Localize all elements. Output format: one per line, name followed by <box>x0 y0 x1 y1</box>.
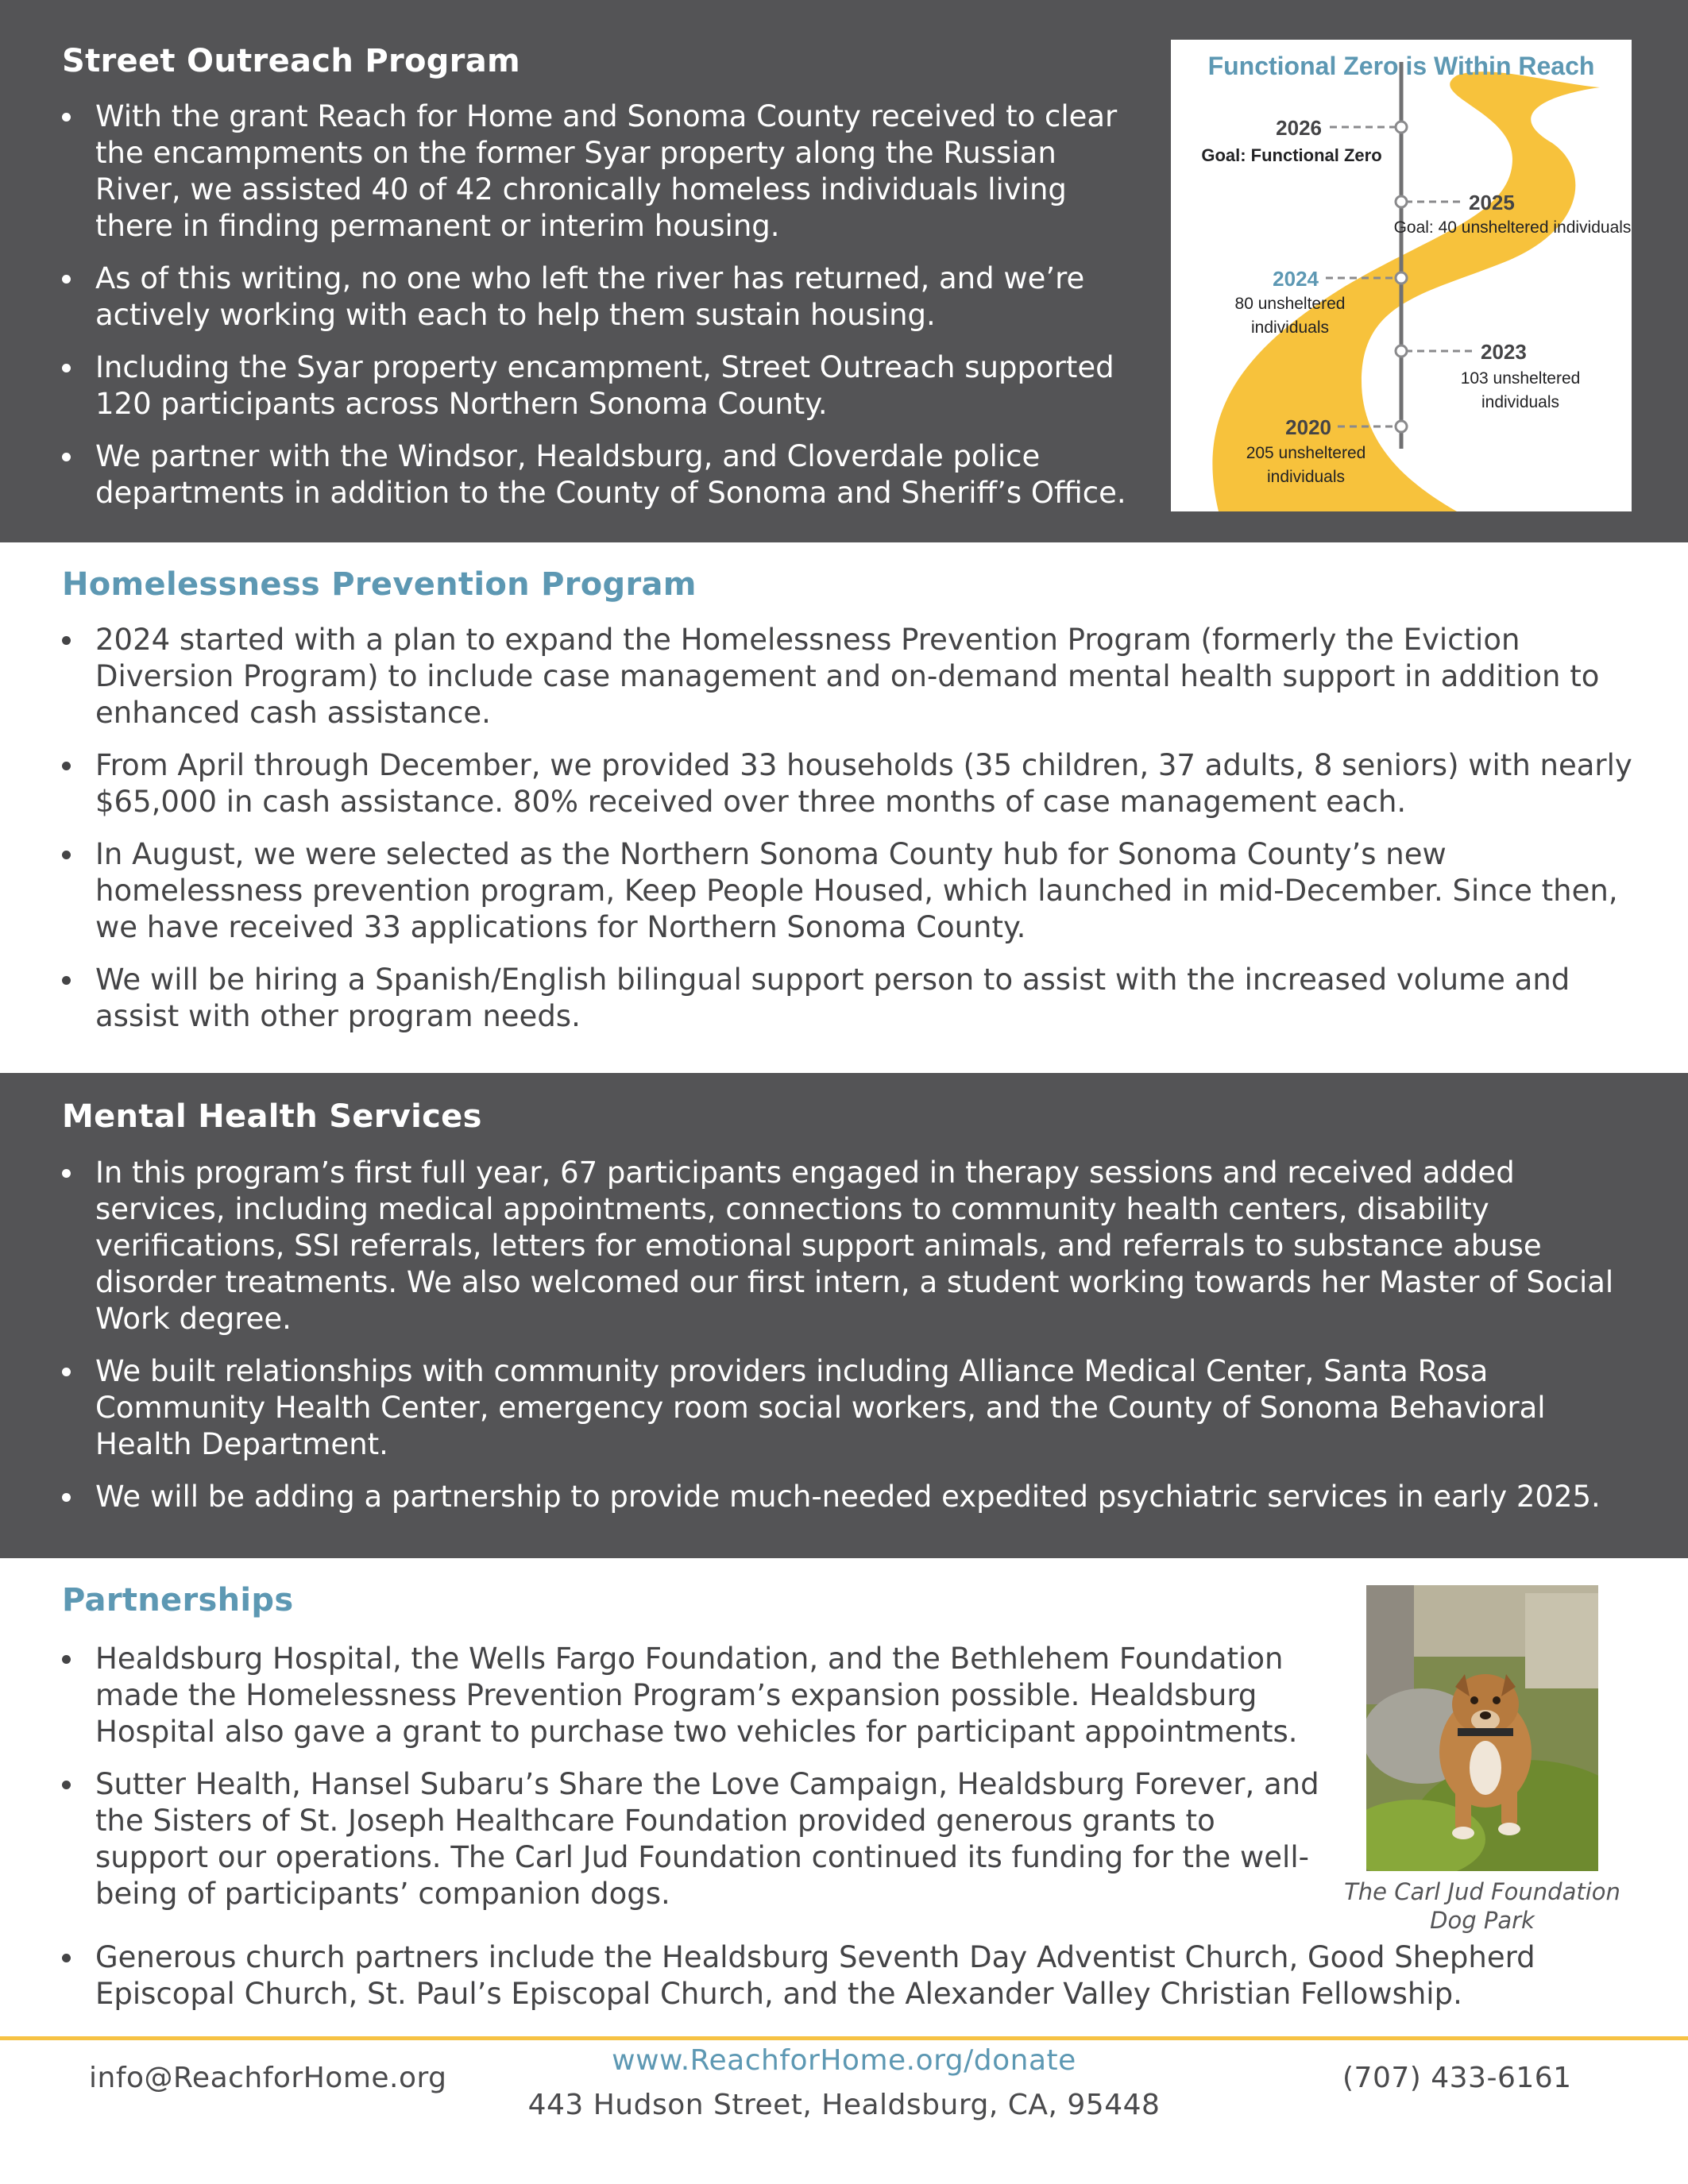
milestone-2025-label-box <box>1393 216 1632 272</box>
roadmap-svg <box>1171 40 1632 511</box>
mental-health-title: Mental Health Services <box>62 1098 482 1135</box>
partnerships-title: Partnerships <box>62 1582 294 1619</box>
milestone-2023-dot <box>1396 345 1407 357</box>
list-item: Healdsburg Hospital, the Wells Fargo Foundation, and the Bethlehem Foundation made the Homelessness Prevention Program’s expansion possible. Healdsburg Hospital also gave a grant to purchase two vehicles for participant appointments. <box>62 1641 1333 1750</box>
footer-donate-link[interactable]: www.ReachforHome.org/donate <box>612 2044 1076 2077</box>
list-item: 2024 started with a plan to expand the Homelessness Prevention Program (formerly the Eviction Diversion Program) to include case management and on-demand mental health support in addition to enhanced cash assistance. <box>62 622 1643 731</box>
milestone-2024-label: 80 unsheltered individuals <box>1234 295 1346 337</box>
milestone-2024-year: 2024 <box>1273 267 1319 291</box>
footer-email-link[interactable]: info@ReachforHome.org <box>89 2062 447 2094</box>
list-item: We built relationships with community providers including Alliance Medical Center, Santa Rosa Community Health Center, emergency room social workers, and the County of Sonoma Behavioral Health Department. <box>62 1353 1643 1463</box>
functional-zero-graphic <box>1171 40 1632 511</box>
milestone-2025-year: 2025 <box>1469 191 1515 214</box>
milestone-2024-dot <box>1396 272 1407 284</box>
milestone-2020-year: 2020 <box>1285 415 1331 439</box>
list-item: With the grant Reach for Home and Sonoma County received to clear the encampments on the former Syar property along the Russian River, we assisted 40 of 42 chronically homeless individuals living there in finding permanent or interim housing. <box>62 98 1134 245</box>
list-item: From April through December, we provided 33 households (35 children, 37 adults, 8 seniors) with nearly $65,000 in cash assistance. 80% received over three months of case management each. <box>62 747 1643 820</box>
milestone-2020-label: 205 unsheltered individuals <box>1246 444 1366 486</box>
list-item: Including the Syar property encampment, Street Outreach supported 120 participants across Northern Sonoma County. <box>62 349 1134 423</box>
dog-park-photo <box>1366 1585 1598 1871</box>
street-outreach-list <box>62 98 1134 527</box>
roadmap-title: Functional Zero is Within Reach <box>1207 52 1595 80</box>
milestone-2023-label: 103 unsheltered individuals <box>1460 369 1581 411</box>
milestone-2020-label-box <box>1219 442 1393 497</box>
list-item: Generous church partners include the Healdsburg Seventh Day Adventist Church, Good Shepherd Episcopal Church, St. Paul’s Episcopal Church, and the Alexander Valley Christian Fellowship. <box>62 1939 1643 2012</box>
milestone-2025-label: Goal: 40 unsheltered individuals <box>1393 218 1632 237</box>
prevention-title: Homelessness Prevention Program <box>62 566 697 603</box>
list-item: We partner with the Windsor, Healdsburg, and Cloverdale police departments in addition to the County of Sonoma and Sheriff’s Office. <box>62 438 1134 511</box>
list-item: As of this writing, no one who left the river has returned, and we’re actively working with each to help them sustain housing. <box>62 260 1134 334</box>
milestone-2024-label-box <box>1203 292 1377 348</box>
milestone-2025-dot <box>1396 196 1407 207</box>
footer-divider <box>0 2036 1688 2040</box>
milestone-2026-year: 2026 <box>1276 116 1322 140</box>
prevention-section <box>0 542 1688 1073</box>
photo-caption: The Carl Jud Foundation Dog Park <box>1344 1878 1620 1934</box>
prevention-list <box>62 622 1643 1051</box>
list-item: We will be adding a partnership to provide much-needed expedited psychiatric services in early 2025. <box>62 1479 1643 1515</box>
milestone-2026-label: Goal: Functional Zero <box>1201 145 1382 165</box>
list-item: In this program’s first full year, 67 participants engaged in therapy sessions and received added services, including medical appointments, connections to community health centers, disability verifications, SSI referrals, letters for emotional support animals, and referrals to substance abuse disorder treatments. We also welcomed our first intern, a student working towards her Master of Social Work degree. <box>62 1155 1643 1337</box>
partnerships-list-continued <box>62 1939 1643 2028</box>
milestone-2020-dot <box>1396 421 1407 432</box>
mental-health-section <box>0 1073 1688 1558</box>
partnerships-list <box>62 1641 1333 1928</box>
street-outreach-section <box>0 0 1688 542</box>
footer-address: 443 Hudson Street, Healdsburg, CA, 95448 <box>527 2089 1161 2121</box>
milestone-2026-dot <box>1396 122 1407 133</box>
list-item: We will be hiring a Spanish/English bilingual support person to assist with the increased volume and assist with other program needs. <box>62 962 1643 1035</box>
dog-photo-illustration <box>1366 1585 1598 1871</box>
list-item: In August, we were selected as the Northern Sonoma County hub for Sonoma County’s new homelessness prevention program, Keep People Housed, which launched in mid-December. Since then, we have received 33 applications for Northern Sonoma County. <box>62 836 1643 946</box>
mental-health-list <box>62 1155 1643 1531</box>
milestone-2023-label-box <box>1425 367 1616 423</box>
footer-phone[interactable]: (707) 433-6161 <box>1342 2062 1572 2094</box>
list-item: Sutter Health, Hansel Subaru’s Share the Love Campaign, Healdsburg Forever, and the Sisters of St. Joseph Healthcare Foundation provided generous grants to support our operations. The Carl Jud Foundation continued its funding for the well-being of participants’ companion dogs. <box>62 1766 1333 1912</box>
milestone-2023-year: 2023 <box>1481 340 1527 364</box>
street-outreach-title: Street Outreach Program <box>62 43 520 79</box>
